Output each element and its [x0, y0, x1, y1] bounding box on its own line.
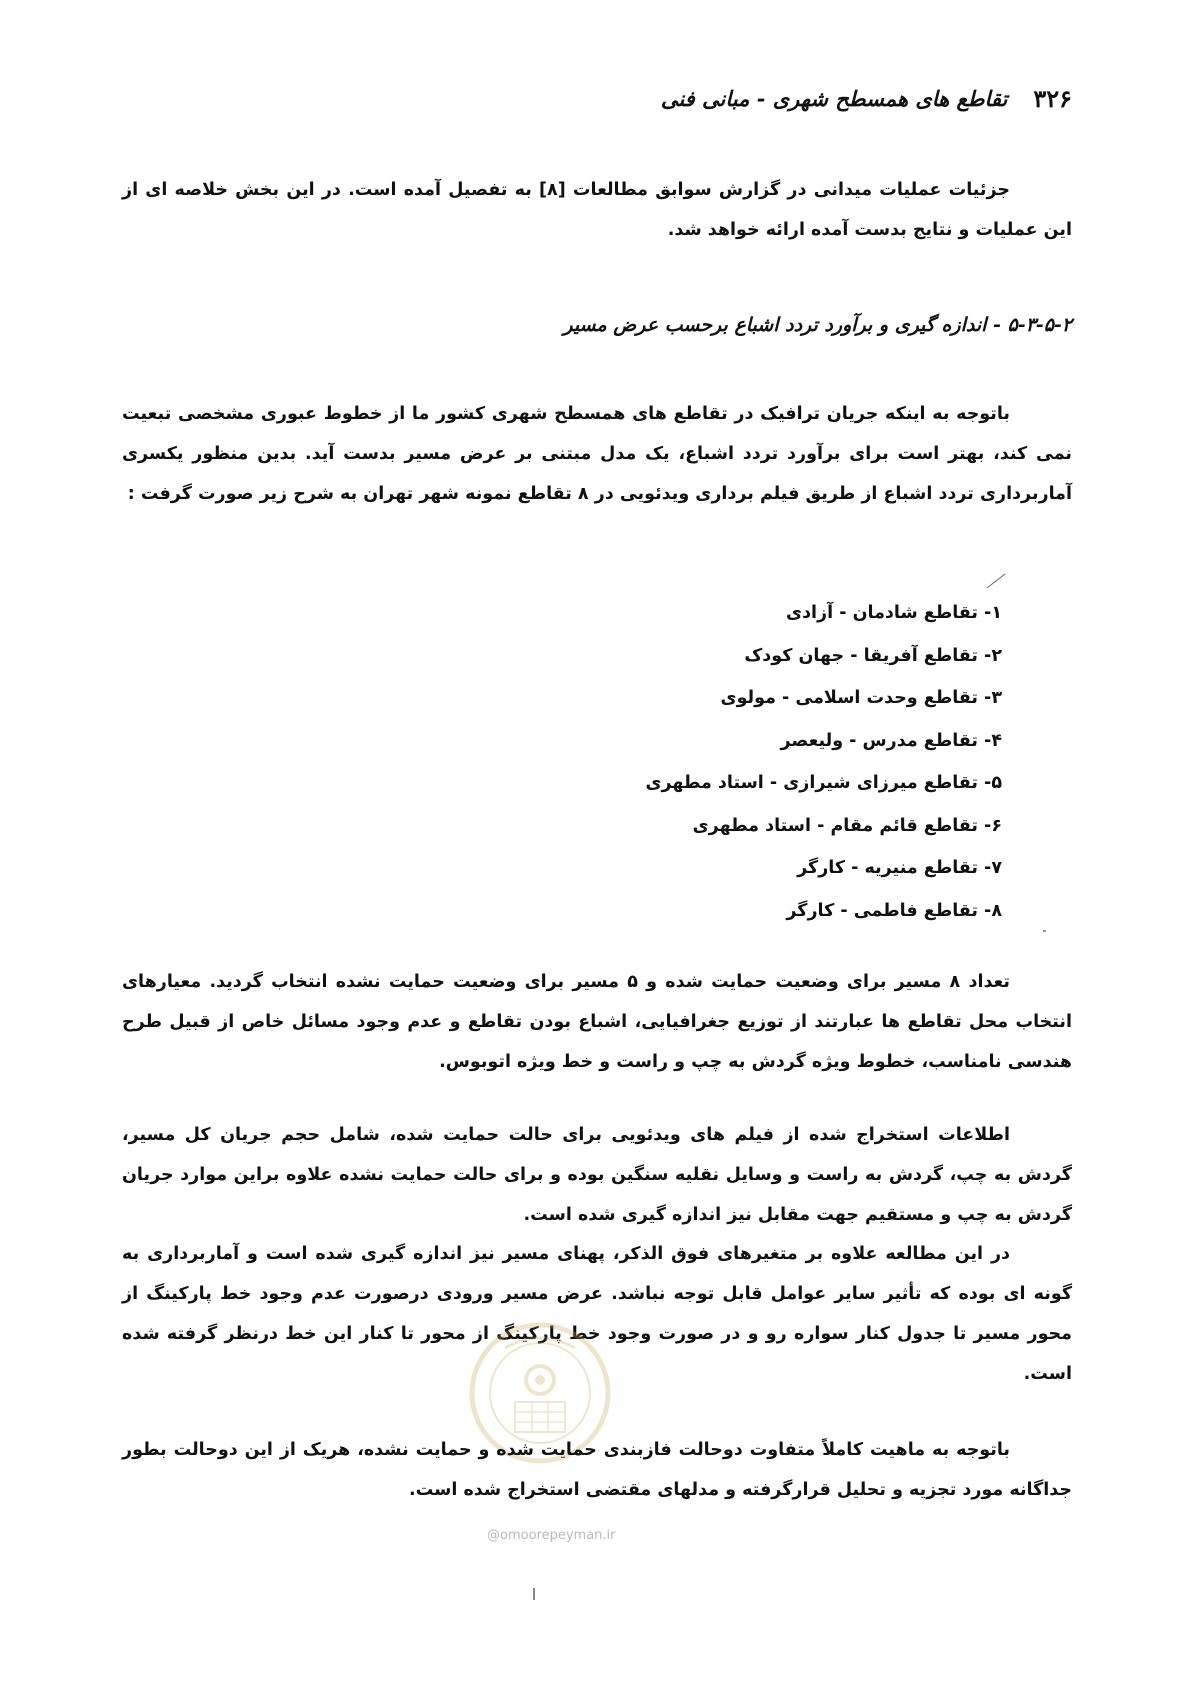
list-item: ۵- تقاطع میرزای شیرازی - استاد مطهری [645, 773, 1002, 793]
running-title: تقاطع های همسطح شهری - مبانی فنی [660, 85, 1008, 111]
speck-mark [1043, 930, 1046, 932]
info-paragraph-block [122, 1115, 1072, 1235]
list-item: ۳- تقاطع وحدت اسلامی - مولوی [720, 688, 1002, 708]
page-number: ۳۲۶ [1033, 83, 1072, 113]
main-paragraph: باتوجه به اینکه جریان ترافیک در تقاطع های همسطح شهری کشور ما از خطوط عبوری مشخصی تبعیت نمی کند، بهتر است برای برآورد تردد اشباع، یک مدل مبتنی بر عرض مسیر بدست آید. بدین منظور یکسری آماربرداری تردد اشباع از طریق فیلم برداری ویدئویی در ۸ تقاطع نمونه شهر تهران به شرح زیر صورت گرفت : [122, 404, 1072, 504]
list-item: ۱- تقاطع شادمان - آزادی [786, 603, 1002, 623]
selection-paragraph-block [122, 962, 1072, 1082]
pen-stroke-mark [985, 572, 1007, 590]
main-paragraph-block [122, 394, 1072, 514]
list-item: ۷- تقاطع منیریه - کارگر [797, 858, 1002, 878]
info-paragraph: اطلاعات استخراج شده از فیلم های ویدئویی برای حالت حمایت شده، شامل حجم جریان کل مسیر، گردش به چپ، گردش به راست و وسایل نقلیه سنگین بوده و برای حالت حمایت نشده علاوه براین موارد جریان گردش به چپ و مستقیم جهت مقابل نیز اندازه گیری شده است. [122, 1125, 1072, 1225]
intro-paragraph-block [122, 170, 1072, 250]
list-item: ۸- تقاطع فاطمی - کارگر [786, 900, 1002, 921]
final-paragraph-block [122, 1430, 1072, 1510]
final-paragraph: باتوجه به ماهیت کاملاً متفاوت دوحالت فازبندی حمایت شده و حمایت نشده، هریک از این دوحالت بطور جداگانه مورد تجزیه و تحلیل قرارگرفته و مدلهای مقتضی استخراج شده است. [122, 1440, 1072, 1500]
watermark-site-text: @omoorepeyman.ir [487, 1528, 616, 1543]
list-item: ۲- تقاطع آفریقا - جهان کودک [744, 645, 1002, 666]
study-paragraph: در این مطالعه علاوه بر متغیرهای فوق الذکر، پهنای مسیر نیز اندازه گیری شده است و آماربرداری به گونه ای بوده که تأثیر سایر عوامل قابل توجه نباشد. عرض مسیر ورودی درصورت عدم وجود خط پارکینگ از محور مسیر تا جدول کنار سواره رو و در صورت وجود خط پارکینگ از محور تا کنار این خط درنظر گرفته شده است. [122, 1244, 1072, 1384]
bottom-tick-mark [533, 1588, 535, 1600]
section-heading: ۵-۳-۵-۲ - اندازه گیری و برآورد تردد اشباع برحسب عرض مسیر [563, 314, 1072, 336]
list-item: ۶- تقاطع قائم مقام - استاد مطهری [692, 815, 1002, 836]
intersection-list [302, 592, 1002, 932]
intro-paragraph: جزئیات عملیات میدانی در گزارش سوابق مطالعات [۸] به تفصیل آمده است. در این بخش خلاصه ای از این عملیات و نتایج بدست آمده ارائه خواهد شد. [122, 180, 1072, 240]
list-item: ۴- تقاطع مدرس - ولیعصر [780, 730, 1002, 751]
selection-paragraph: تعداد ۸ مسیر برای وضعیت حمایت شده و ۵ مسیر برای وضعیت حمایت نشده انتخاب گردید. معیارهای انتخاب محل تقاطع ها عبارتند از توزیع جغرافیایی، اشباع بودن تقاطع و عدم وجود مسائل خاص از قبیل طرح هندسی نامناسب، خطوط ویژه گردش به چپ و راست و خط ویژه اتوبوس. [122, 972, 1072, 1072]
page-header [172, 78, 1072, 118]
